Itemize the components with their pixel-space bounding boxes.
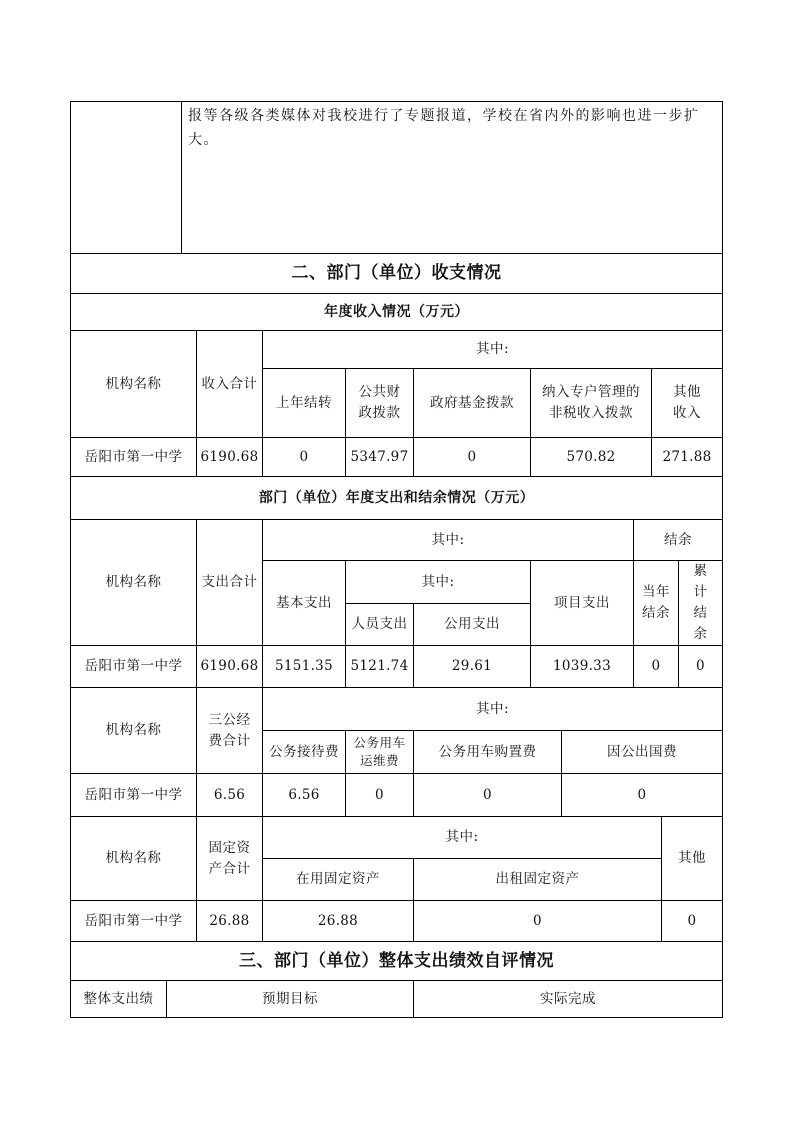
sangong-col-vehicle-ops: 公务用车运维费 (345, 730, 414, 774)
assets-row-rented: 0 (413, 900, 662, 942)
income-row-other: 271.88 (651, 437, 723, 477)
perf-col-expected: 预期目标 (166, 980, 414, 1018)
assets-col-in-use: 在用固定资产 (262, 858, 414, 901)
assets-row-org: 岳阳市第一中学 (70, 900, 197, 942)
expense-title: 部门（单位）年度支出和结余情况（万元） (70, 476, 723, 520)
intro-left-cell (70, 101, 182, 254)
assets-col-org: 机构名称 (70, 816, 197, 901)
income-row-public-finance: 5347.97 (345, 437, 414, 477)
sangong-row-org: 岳阳市第一中学 (70, 773, 197, 817)
expense-row-personnel: 5121.74 (345, 645, 414, 688)
assets-col-other: 其他 (661, 816, 723, 901)
assets-col-rented: 出租固定资产 (413, 858, 662, 901)
expense-row-basic: 5151.35 (262, 645, 346, 688)
sangong-col-vehicle-purchase: 公务用车购置费 (413, 730, 562, 774)
income-col-org: 机构名称 (70, 330, 197, 438)
income-row-gov-fund: 0 (413, 437, 531, 477)
income-title: 年度收入情况（万元） (70, 293, 723, 331)
section3-title: 三、部门（单位）整体支出绩效自评情况 (70, 941, 723, 981)
expense-row-total: 6190.68 (196, 645, 263, 688)
income-row-total: 6190.68 (196, 437, 263, 477)
income-col-carryover: 上年结转 (262, 368, 346, 438)
expense-subgroup-header: 其中: (345, 560, 531, 604)
sangong-row-reception: 6.56 (262, 773, 346, 817)
sangong-row-abroad: 0 (561, 773, 723, 817)
sangong-row-vehicle-ops: 0 (345, 773, 414, 817)
sangong-row-total: 6.56 (196, 773, 263, 817)
income-col-nontax: 纳入专户管理的非税收入拨款 (530, 368, 652, 438)
expense-col-basic: 基本支出 (262, 560, 346, 646)
sangong-col-org: 机构名称 (70, 687, 197, 774)
income-row-carryover: 0 (262, 437, 346, 477)
income-col-other: 其他收入 (651, 368, 723, 438)
section2-title: 二、部门（单位）收支情况 (70, 253, 723, 294)
income-row-nontax: 570.82 (530, 437, 652, 477)
expense-row-org: 岳阳市第一中学 (70, 645, 197, 688)
expense-row-cum-balance: 0 (678, 645, 723, 688)
intro-paragraph: 报等各级各类媒体对我校进行了专题报道，学校在省内外的影响也进一步扩大。 (181, 101, 723, 254)
income-row-org: 岳阳市第一中学 (70, 437, 197, 477)
perf-col-actual: 实际完成 (413, 980, 723, 1018)
income-col-public-finance: 公共财政拨款 (345, 368, 414, 438)
income-col-gov-fund: 政府基金拨款 (413, 368, 531, 438)
expense-col-year-balance: 当年结余 (633, 560, 679, 646)
sangong-row-vehicle-purchase: 0 (413, 773, 562, 817)
sangong-group-header: 其中: (262, 687, 723, 731)
expense-row-project: 1039.33 (530, 645, 634, 688)
sangong-col-reception: 公务接待费 (262, 730, 346, 774)
assets-row-other: 0 (661, 900, 723, 942)
perf-col-overall: 整体支出绩 (70, 980, 167, 1018)
expense-col-project: 项目支出 (530, 560, 634, 646)
expense-col-balance: 结余 (633, 519, 723, 561)
expense-col-total: 支出合计 (196, 519, 263, 646)
assets-col-total: 固定资产合计 (196, 816, 263, 901)
assets-row-in-use: 26.88 (262, 900, 414, 942)
expense-col-public-use: 公用支出 (413, 603, 531, 646)
sangong-col-abroad: 因公出国费 (561, 730, 723, 774)
expense-row-public-use: 29.61 (413, 645, 531, 688)
expense-row-year-balance: 0 (633, 645, 679, 688)
income-col-total: 收入合计 (196, 330, 263, 438)
income-group-header: 其中: (262, 330, 723, 369)
expense-col-personnel: 人员支出 (345, 603, 414, 646)
expense-col-cum-balance: 累计结余 (678, 560, 723, 646)
assets-group-header: 其中: (262, 816, 662, 859)
expense-group-header: 其中: (262, 519, 634, 561)
sangong-col-total: 三公经费合计 (196, 687, 263, 774)
expense-col-org: 机构名称 (70, 519, 197, 646)
assets-row-total: 26.88 (196, 900, 263, 942)
